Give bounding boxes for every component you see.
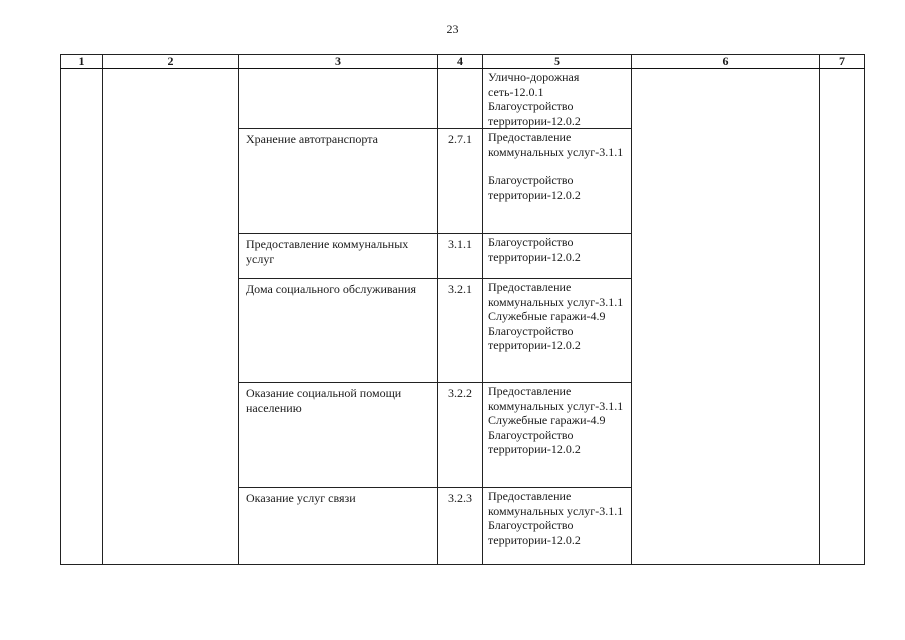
permitted-uses-cell <box>483 383 632 488</box>
page-number: 23 <box>446 22 459 36</box>
permitted-use-text: Благоустройство территории-12.0.2 <box>488 427 581 456</box>
permitted-use-text: Улично-дорожная сеть-12.0.1 Благоустройство территории-12.0.2 <box>488 70 581 128</box>
use-code-cell: 3.2.1 <box>438 279 483 383</box>
use-name-cell <box>239 69 438 129</box>
permitted-uses-cell <box>483 279 632 383</box>
column-header-1: 1 <box>61 55 103 69</box>
use-code-cell: 3.2.2 <box>438 383 483 488</box>
blank-line <box>488 159 629 173</box>
permitted-use-text: Предоставление коммунальных услуг-3.1.1 <box>488 280 624 309</box>
column-header-2: 2 <box>103 55 239 69</box>
permitted-use-text: Предоставление коммунальных услуг-3.1.1 <box>488 130 624 159</box>
column-1-cell <box>61 69 103 565</box>
column-header-6: 6 <box>632 55 820 69</box>
use-name-cell: Хранение автотранспорта <box>239 129 438 234</box>
use-name-cell: Оказание социальной помощи населению <box>239 383 438 488</box>
permitted-use-text: Предоставление коммунальных услуг-3.1.1 <box>488 489 624 518</box>
column-header-7: 7 <box>820 55 865 69</box>
table-row <box>61 69 865 129</box>
use-code-cell <box>438 69 483 129</box>
permitted-use-text: Благоустройство территории-12.0.2 <box>488 173 581 202</box>
use-code-cell: 3.2.3 <box>438 488 483 565</box>
column-header-4: 4 <box>438 55 483 69</box>
column-6-cell <box>632 69 820 565</box>
use-name-cell: Предоставление коммунальных услуг <box>239 234 438 279</box>
permitted-uses-cell <box>483 69 632 129</box>
use-name-cell: Оказание услуг связи <box>239 488 438 565</box>
permitted-use-text: Благоустройство территории-12.0.2 <box>488 323 581 352</box>
column-header-3: 3 <box>239 55 438 69</box>
column-header-5: 5 <box>483 55 632 69</box>
use-name-cell: Дома социального обслуживания <box>239 279 438 383</box>
use-code-cell: 2.7.1 <box>438 129 483 234</box>
permitted-use-text: Предоставление коммунальных услуг-3.1.1 <box>488 384 624 413</box>
use-code-cell: 3.1.1 <box>438 234 483 279</box>
header-row <box>61 55 865 69</box>
column-2-cell <box>103 69 239 565</box>
permitted-use-text: Служебные гаражи-4.9 <box>488 309 606 323</box>
permitted-use-text: Благоустройство территории-12.0.2 <box>488 518 581 547</box>
column-7-cell <box>820 69 865 565</box>
permitted-uses-cell <box>483 129 632 234</box>
permitted-use-text: Благоустройство территории-12.0.2 <box>488 235 581 264</box>
regulations-table <box>60 54 865 565</box>
permitted-uses-cell <box>483 234 632 279</box>
permitted-uses-cell <box>483 488 632 565</box>
permitted-use-text: Служебные гаражи-4.9 <box>488 413 606 427</box>
